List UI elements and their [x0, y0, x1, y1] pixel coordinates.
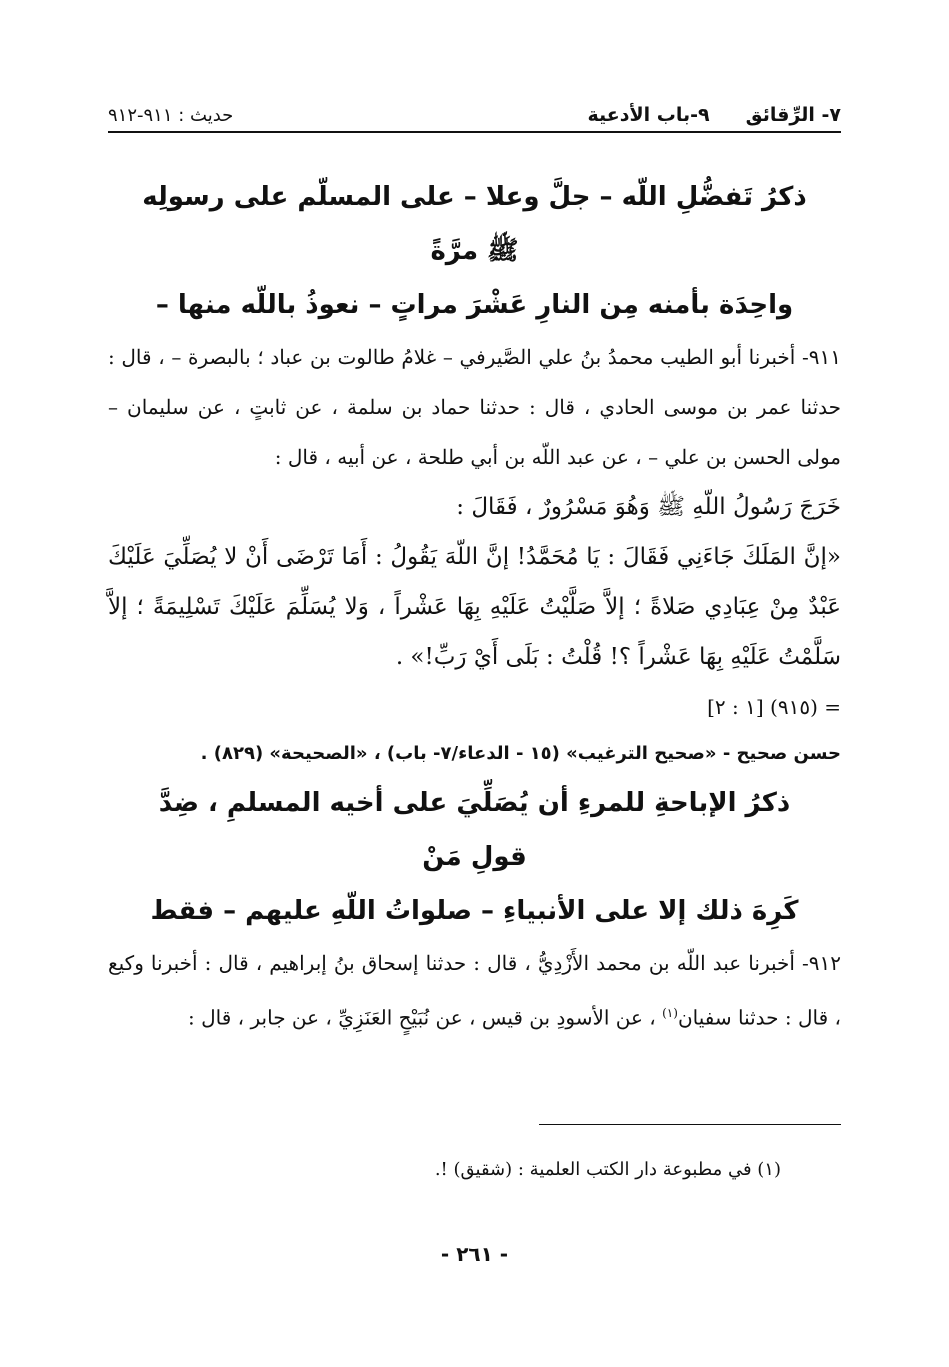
section-heading-2-line-2: كَرِهَ ذلك إلا على الأنبياءِ – صلواتُ اللّهِ عليهم – فقط [150, 896, 799, 926]
hadith-912-isnad [108, 938, 841, 1043]
hadith-912-isnad-part-1: ٩١٢- أخبرنا عبد اللّه بن محمد الأَزْدِيُّ ، قال : حدثنا إسحاق بنُ إبراهيم ، قال : أخبرنا وكيع ، قال : حدثنا سفيان [108, 951, 841, 1030]
hadith-911-intro: خَرَجَ رَسُولُ اللّهِ ﷺ وَهُوَ مَسْرُورٌ ، فَقَالَ : [456, 494, 841, 520]
section-heading-2 [108, 776, 841, 938]
page-number: - ٢٦١ - [440, 1242, 509, 1266]
hadith-911-grading: حسن صحيح - «صحيح الترغيب» (١٥ - الدعاء/٧- باب) ، «الصحيحة» (٨٢٩) . [200, 743, 841, 764]
hadith-912-isnad-part-2: ، عن الأسودِ بن قيس ، عن نُبَيْحٍ العَنَزِيِّ ، عن جابر ، قال : [188, 1005, 663, 1030]
section-heading-2-line-1: ذكرُ الإباحةِ للمرءِ أن يُصَلِّيَ على أخيه المسلمِ ، ضِدَّ قولِ مَنْ [158, 788, 791, 872]
hadith-911-matn: «إنَّ المَلَكَ جَاءَنِي فَقَالَ : يَا مُحَمَّدُ! إنَّ اللّهَ يَقُولُ : أَمَا تَرْضَى أَنْ لا يُصَلِّيَ عَلَيْكَ عَبْدٌ مِنْ عِبَادِي صَلاةً ؛ إلاَّ صَلَّيْتُ عَلَيْهِ بِهَا عَشْراً ، وَلا يُسَلِّمَ عَلَيْكَ تَسْلِيمَةً ؛ إلاَّ سَلَّمْتُ عَلَيْهِ بِهَا عَشْراً ؟! قُلْتُ : بَلَى أَيْ رَبِّ!» . [108, 544, 841, 670]
running-header [108, 92, 841, 126]
footnote-rule [539, 1124, 841, 1125]
section-heading-1 [108, 170, 841, 332]
header-bab: ٩-باب الأدعية [587, 104, 710, 126]
section-heading-1-line-1: ذكرُ تَفضُّلِ اللّه – جلَّ وعلا – على المسلّم على رسولِه ﷺ مرَّةً [142, 182, 807, 266]
header-rule [108, 131, 841, 133]
header-hadith-range: حديث : ٩١١-٩١٢ [108, 105, 234, 126]
footnote-marker: (١) [662, 1006, 678, 1020]
page-body [108, 170, 841, 1043]
section-heading-1-line-2: واحِدَة بأمنه مِن النارِ عَشْرَ مراتٍ – نعوذُ باللّه منها – [155, 290, 794, 320]
hadith-911-reference: = (٩١٥) [١ : ٢] [707, 695, 841, 719]
footnote: (١) في مطبوعة دار الكتب العلمية : (شقيق) !. [434, 1159, 781, 1180]
hadith-911-isnad: ٩١١- أخبرنا أبو الطيب محمدُ بنُ علي الصَّيرفي – غلامُ طالوت بن عباد ؛ بالبصرة – ، قال : حدثنا عمر بن موسى الحادي ، قال : حدثنا حماد بن سلمة ، عن ثابتٍ ، عن سليمان – مولى الحسن بن علي – ، عن عبد اللّه بن أبي طلحة ، عن أبيه ، قال : [108, 345, 841, 469]
header-chapter: ٧- الرِّقائق [745, 104, 841, 126]
